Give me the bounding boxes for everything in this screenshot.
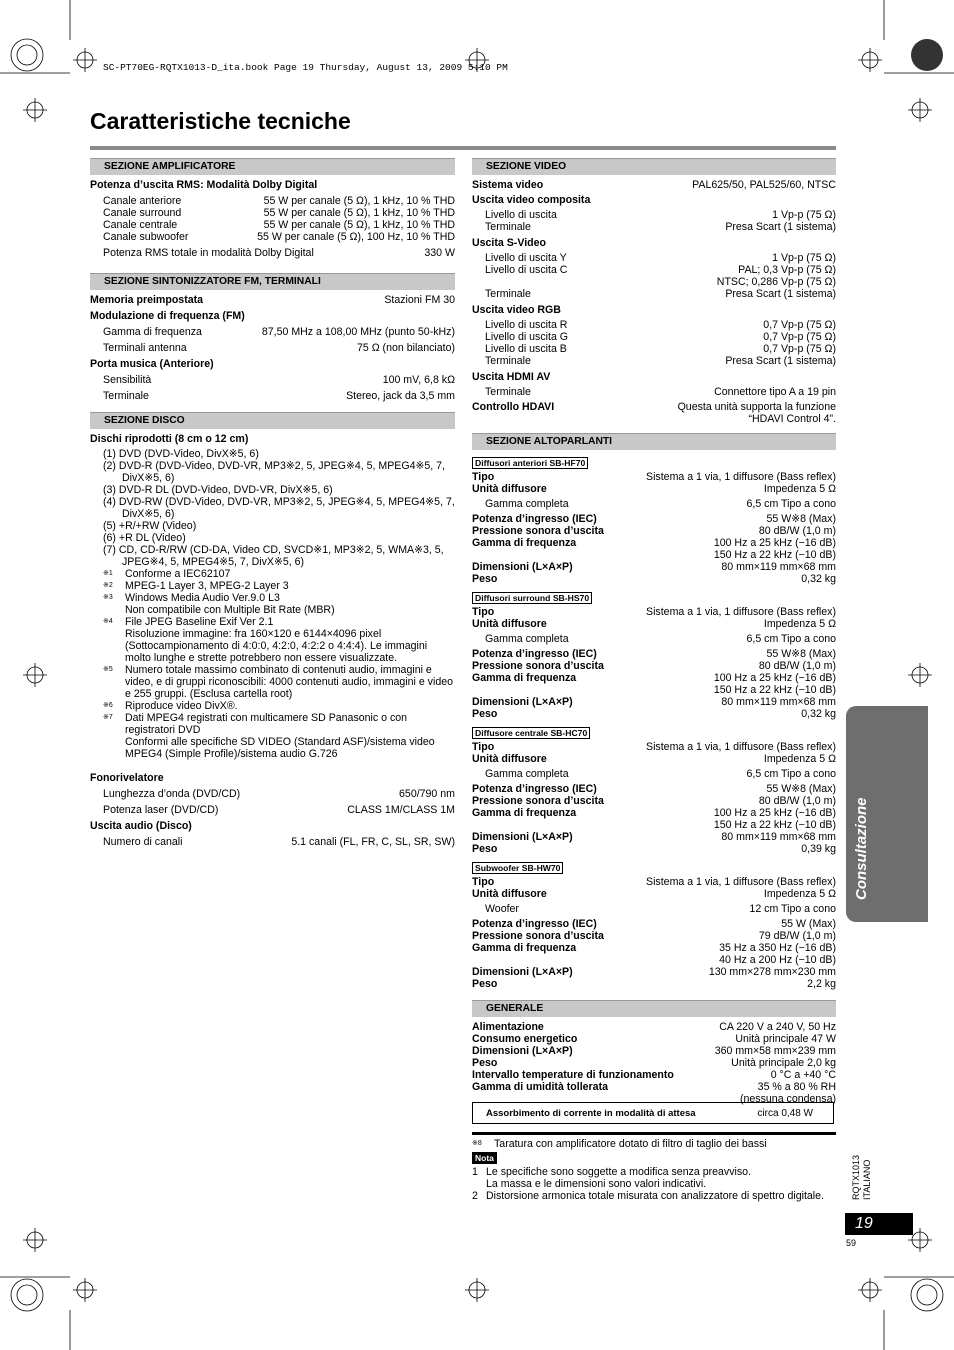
section-disc-header: SEZIONE DISCO — [90, 412, 455, 429]
port-terminal-label: Terminale — [103, 390, 149, 402]
note-item — [472, 1190, 836, 1202]
speaker-unit — [472, 483, 836, 495]
speakers-list — [472, 454, 836, 994]
general-row — [472, 1081, 836, 1093]
speaker-dim-value: 80 mm×119 mm×68 mm — [721, 696, 836, 708]
speaker-power-value: 55 W※8 (Max) — [766, 513, 836, 525]
amp-row-4 — [90, 231, 455, 243]
footnote-text: File JPEG Baseline Exif Ver 2.1 Risoluzione immagine: fra 160×120 e 6144×4096 pixel (Sottocampionamento di 4:0:0, 4:2:0, 4:2:2 o 4:4:4). Le immagini molto lunghe e strette potrebbero non essere visualizzate. — [125, 616, 428, 664]
speaker-dim-label: Dimensioni (L×A×P) — [472, 831, 573, 843]
svideo-c-value-2: NTSC; 0,286 Vp-p (75 Ω) — [716, 276, 836, 288]
speaker-dim-value: 80 mm×119 mm×68 mm — [721, 831, 836, 843]
footnote-text: Dati MPEG4 registrati con multicamere SD Panasonic o con registratori DVD Conformi alle specifiche SD VIDEO (Standard ASF)/sistema video MPEG4 (Simple Profile)/sistema audio G.726 — [125, 712, 435, 760]
speaker-freq-value: 35 Hz a 350 Hz (−16 dB) — [719, 942, 836, 954]
section-speakers-header: SEZIONE ALTOPARLANTI — [472, 433, 836, 450]
video-system-value: PAL625/50, PAL525/60, NTSC — [692, 179, 836, 191]
speaker-type-label: Tipo — [472, 606, 495, 618]
rgb-terminal-value: Presa Scart (1 sistema) — [725, 355, 836, 367]
speaker-dim — [472, 831, 836, 843]
footnote-8-marker: ※8 — [472, 1140, 482, 1147]
doc-code: RQTX1013 — [851, 1154, 861, 1200]
rgb-g-value: 0,7 Vp-p (75 Ω) — [763, 331, 836, 343]
footnote — [90, 664, 455, 700]
speaker-range — [472, 768, 836, 780]
speaker-range-value: 6,5 cm Tipo a cono — [746, 498, 836, 510]
standby-power-box — [472, 1102, 834, 1124]
note-item — [472, 1166, 836, 1190]
speaker-block — [472, 454, 836, 589]
speaker-weight-value: 0,32 kg — [801, 708, 836, 720]
speaker-freq-2-value: 150 Hz a 22 kHz (−10 dB) — [713, 819, 836, 831]
footnote-text: Conforme a IEC62107 — [125, 568, 231, 580]
wavelength-value: 650/790 nm — [399, 788, 455, 800]
speaker-freq — [472, 537, 836, 549]
composite-terminal-label: Terminale — [485, 221, 531, 233]
disc-item: (4) DVD-RW (DVD-Video, DVD-VR, MP3※2, 5, JPEG※4, 5, MPEG4※5, 7, — [103, 496, 455, 508]
page-sub-number: 59 — [846, 1238, 857, 1248]
rgb-terminal-row — [472, 355, 836, 367]
nota-badge: Nota — [472, 1152, 497, 1164]
svideo-y-value: 1 Vp-p (75 Ω) — [772, 252, 836, 264]
amp-row-1-value: 55 W per canale (5 Ω), 1 kHz, 10 % THD — [263, 195, 455, 207]
speaker-type-label: Tipo — [472, 741, 495, 753]
speaker-range-label: Gamma completa — [485, 633, 569, 645]
svideo-terminal-value: Presa Scart (1 sistema) — [725, 288, 836, 300]
fm-range-value: 87,50 MHz a 108,00 MHz (punto 50-kHz) — [261, 326, 455, 338]
footnote — [90, 616, 455, 664]
speaker-unit — [472, 618, 836, 630]
rgb-b-value: 0,7 Vp-p (75 Ω) — [763, 343, 836, 355]
rgb-heading: Uscita video RGB — [472, 304, 561, 316]
speaker-dim — [472, 696, 836, 708]
disc-item: JPEG※4, 5, MPEG4※5, 7, DivX※5, 6) — [122, 556, 305, 568]
laser-label: Potenza laser (DVD/CD) — [103, 804, 219, 816]
speaker-freq-label: Gamma di frequenza — [472, 672, 577, 684]
speaker-type-value: Sistema a 1 via, 1 diffusore (Bass reflex) — [646, 876, 836, 888]
general-row-value: CA 220 V a 240 V, 50 Hz — [719, 1021, 836, 1033]
general-row — [472, 1021, 836, 1033]
speaker-type-value: Sistema a 1 via, 1 diffusore (Bass reflex) — [646, 606, 836, 618]
speaker-freq — [472, 807, 836, 819]
speaker-freq — [472, 672, 836, 684]
speaker-freq-2 — [472, 819, 836, 831]
speaker-dim-label: Dimensioni (L×A×P) — [472, 561, 573, 573]
speaker-range — [472, 498, 836, 510]
disc-item: (3) DVD-R DL (DVD-Video, DVD-VR, DivX※5, 6) — [103, 484, 333, 496]
speaker-weight — [472, 843, 836, 855]
general-row — [472, 1057, 836, 1069]
speaker-range-label: Woofer — [485, 903, 519, 915]
speaker-power-label: Potenza d’ingresso (IEC) — [472, 648, 597, 660]
speaker-unit-label: Unità diffusore — [472, 888, 547, 900]
channels-value: 5.1 canali (FL, FR, C, SL, SR, SW) — [291, 836, 455, 848]
disc-item: DivX※5, 6) — [122, 472, 175, 484]
rgb-r-row — [472, 319, 836, 331]
video-system-row — [472, 179, 836, 191]
rgb-b-label: Livello di uscita B — [485, 343, 567, 355]
disc-item: (1) DVD (DVD-Video, DivX※5, 6) — [103, 448, 259, 460]
speaker-weight-label: Peso — [472, 573, 498, 585]
note-number: 1 — [472, 1166, 478, 1178]
general-row-value: Unità principale 47 W — [735, 1033, 836, 1045]
general-row-value: Unità principale 2,0 kg — [731, 1057, 836, 1069]
speaker-freq-2-value: 150 Hz a 22 kHz (−10 dB) — [713, 684, 836, 696]
section-amplifier-header: SEZIONE AMPLIFICATORE — [90, 158, 455, 175]
composite-level-label: Livello di uscita — [485, 209, 557, 221]
amp-total-value: 330 W — [424, 247, 455, 259]
svideo-heading: Uscita S-Video — [472, 237, 546, 249]
port-terminal-value: Stereo, jack da 3,5 mm — [346, 390, 455, 402]
speaker-freq-value: 100 Hz a 25 kHz (−16 dB) — [713, 807, 836, 819]
laser-row — [90, 804, 455, 816]
amp-row-3 — [90, 219, 455, 231]
speaker-type — [472, 606, 836, 618]
speaker-weight — [472, 708, 836, 720]
general-row-label: Peso — [472, 1057, 498, 1069]
amp-row-3-label: Canale centrale — [103, 219, 178, 231]
speaker-unit-label: Unità diffusore — [472, 753, 547, 765]
speaker-pressure — [472, 525, 836, 537]
hdmi-terminal-value: Connettore tipo A a 19 pin — [714, 386, 836, 398]
speaker-freq-label: Gamma di frequenza — [472, 942, 577, 954]
speaker-power-label: Potenza d’ingresso (IEC) — [472, 513, 597, 525]
speaker-pressure-label: Pressione sonora d’uscita — [472, 795, 604, 807]
general-row — [472, 1045, 836, 1057]
section-general-header: GENERALE — [472, 1000, 836, 1017]
side-tab-label: Consultazione — [853, 797, 870, 900]
wavelength-label: Lunghezza d’onda (DVD/CD) — [103, 788, 241, 800]
disc-item: (6) +R DL (Video) — [103, 532, 186, 544]
general-row-label: Alimentazione — [472, 1021, 544, 1033]
rgb-b-row — [472, 343, 836, 355]
speaker-type — [472, 471, 836, 483]
speaker-name: Subwoofer SB-HW70 — [472, 862, 563, 874]
speaker-power-value: 55 W※8 (Max) — [766, 783, 836, 795]
speaker-power-label: Potenza d’ingresso (IEC) — [472, 918, 597, 930]
fm-memory-label: Memoria preimpostata — [90, 294, 204, 306]
rgb-r-label: Livello di uscita R — [485, 319, 568, 331]
speaker-pressure — [472, 795, 836, 807]
hdmi-terminal-label: Terminale — [485, 386, 531, 398]
speaker-type-value: Sistema a 1 via, 1 diffusore (Bass reflex) — [646, 471, 836, 483]
speaker-name: Diffusori anteriori SB-HF70 — [472, 457, 588, 469]
svideo-y-row — [472, 252, 836, 264]
wavelength-row — [90, 788, 455, 800]
speaker-freq-2 — [472, 954, 836, 966]
footnote — [90, 592, 455, 616]
port-terminal-row — [90, 390, 455, 402]
hdavi-label: Controllo HDAVI — [472, 401, 555, 413]
speaker-freq — [472, 942, 836, 954]
general-row-label: Dimensioni (L×A×P) — [472, 1045, 573, 1057]
speaker-type-label: Tipo — [472, 876, 495, 888]
speaker-power — [472, 648, 836, 660]
speaker-pressure-label: Pressione sonora d’uscita — [472, 525, 604, 537]
general-humidity-note: (nessuna condensa) — [740, 1093, 836, 1105]
amp-row-4-value: 55 W per canale (5 Ω), 100 Hz, 10 % THD — [257, 231, 455, 243]
amp-row-2-label: Canale surround — [103, 207, 182, 219]
general-row — [472, 1033, 836, 1045]
amp-total-row — [90, 247, 455, 259]
footnote — [90, 580, 455, 592]
footnote-marker: ※2 — [103, 582, 113, 589]
speaker-dim — [472, 966, 836, 978]
rgb-g-label: Livello di uscita G — [485, 331, 569, 343]
disc-item: (7) CD, CD-R/RW (CD-DA, Video CD, SVCD※1, MP3※2, 5, WMA※3, 5, — [103, 544, 444, 556]
disc-item: (5) +R/+RW (Video) — [103, 520, 197, 532]
speaker-name: Diffusore centrale SB-HC70 — [472, 727, 590, 739]
channels-row — [90, 836, 455, 848]
amp-row-2-value: 55 W per canale (5 Ω), 1 kHz, 10 % THD — [263, 207, 455, 219]
general-rows — [472, 1021, 836, 1093]
rgb-r-value: 0,7 Vp-p (75 Ω) — [763, 319, 836, 331]
speaker-unit-label: Unità diffusore — [472, 618, 547, 630]
rgb-g-row — [472, 331, 836, 343]
speaker-dim-label: Dimensioni (L×A×P) — [472, 696, 573, 708]
speaker-pressure-label: Pressione sonora d’uscita — [472, 930, 604, 942]
speaker-weight-value: 0,32 kg — [801, 573, 836, 585]
speaker-freq-label: Gamma di frequenza — [472, 537, 577, 549]
speaker-range-value: 6,5 cm Tipo a cono — [746, 633, 836, 645]
footnote — [90, 712, 455, 760]
footnote-marker: ※7 — [103, 714, 113, 721]
speaker-pressure — [472, 660, 836, 672]
standby-value: circa 0,48 W — [757, 1107, 813, 1119]
speaker-type-value: Sistema a 1 via, 1 diffusore (Bass reflex) — [646, 741, 836, 753]
speaker-type — [472, 741, 836, 753]
right-column — [472, 158, 836, 1105]
amp-row-4-label: Canale subwoofer — [103, 231, 189, 243]
speaker-range-label: Gamma completa — [485, 498, 569, 510]
speaker-freq-value: 100 Hz a 25 kHz (−16 dB) — [713, 537, 836, 549]
fm-antenna-label: Terminali antenna — [103, 342, 187, 354]
amp-total-label: Potenza RMS totale in modalità Dolby Digital — [103, 247, 314, 259]
page-title: Caratteristiche tecniche — [90, 108, 351, 134]
speaker-weight-label: Peso — [472, 843, 498, 855]
fm-memory-value: Stazioni FM 30 — [384, 294, 455, 306]
fm-antenna-value: 75 Ω (non bilanciato) — [356, 342, 455, 354]
footnote-marker: ※4 — [103, 618, 113, 625]
note-text: Distorsione armonica totale misurata con analizzatore di spettro digitale. — [486, 1190, 824, 1202]
speaker-range — [472, 903, 836, 915]
speaker-block — [472, 724, 836, 859]
speaker-type-label: Tipo — [472, 471, 495, 483]
amp-row-1 — [90, 195, 455, 207]
speaker-weight — [472, 573, 836, 585]
composite-level-value: 1 Vp-p (75 Ω) — [772, 209, 836, 221]
port-sensitivity-row — [90, 374, 455, 386]
speaker-power — [472, 783, 836, 795]
svideo-terminal-label: Terminale — [485, 288, 531, 300]
hdavi-row — [472, 401, 836, 413]
side-code — [851, 1155, 873, 1200]
disc-list — [90, 448, 455, 568]
svideo-c-value: PAL; 0,3 Vp-p (75 Ω) — [738, 264, 836, 276]
footnote-marker: ※3 — [103, 594, 113, 601]
port-sensitivity-label: Sensibilità — [103, 374, 152, 386]
amp-heading: Potenza d’uscita RMS: Modalità Dolby Digital — [90, 179, 318, 191]
notes-rule — [472, 1132, 836, 1135]
note-text: Le specifiche sono soggette a modifica senza preavviso. La massa e le dimensioni sono valori indicativi. — [486, 1166, 751, 1190]
video-system-label: Sistema video — [472, 179, 544, 191]
footnote-text: Numero totale massimo combinato di contenuti audio, immagini e video, e di gruppi riconoscibili: 4000 contenuti audio, immagini e video e 255 gruppi. (Esclusa cartella root) — [125, 664, 454, 700]
speaker-power-value: 55 W (Max) — [781, 918, 836, 930]
speaker-freq-label: Gamma di frequenza — [472, 807, 577, 819]
speaker-dim — [472, 561, 836, 573]
fm-range-label: Gamma di frequenza — [103, 326, 202, 338]
speaker-pressure — [472, 930, 836, 942]
speaker-unit-label: Unità diffusore — [472, 483, 547, 495]
footnote-text: Riproduce video DivX®. — [125, 700, 238, 712]
speaker-unit — [472, 888, 836, 900]
disc-footnotes — [90, 568, 455, 760]
speaker-range — [472, 633, 836, 645]
notes-list — [472, 1166, 836, 1202]
general-row-value: 360 mm×58 mm×239 mm — [714, 1045, 836, 1057]
fm-antenna-row — [90, 342, 455, 354]
speaker-freq-2 — [472, 549, 836, 561]
speaker-block — [472, 859, 836, 994]
speaker-pressure-value: 80 dB/W (1,0 m) — [758, 795, 836, 807]
composite-level-row — [472, 209, 836, 221]
disc-heading: Dischi riprodotti (8 cm o 12 cm) — [90, 433, 249, 445]
speaker-dim-value: 80 mm×119 mm×68 mm — [721, 561, 836, 573]
svideo-c-row-2 — [472, 276, 836, 288]
svideo-c-label: Livello di uscita C — [485, 264, 568, 276]
speaker-unit-value: Impedenza 5 Ω — [763, 618, 836, 630]
disc-item: (2) DVD-R (DVD-Video, DVD-VR, MP3※2, 5, JPEG※4, 5, MPEG4※5, 7, — [103, 460, 445, 472]
amp-row-2 — [90, 207, 455, 219]
left-column — [90, 158, 455, 848]
speaker-unit — [472, 753, 836, 765]
amp-row-1-label: Canale anteriore — [103, 195, 182, 207]
speaker-freq-value: 100 Hz a 25 kHz (−16 dB) — [713, 672, 836, 684]
hdavi-value: Questa unità supporta la funzione — [677, 401, 836, 413]
speaker-weight-value: 0,39 kg — [801, 843, 836, 855]
print-header: SC-PT70EG-RQTX1013-D_ita.book Page 19 Thursday, August 13, 2009 5:10 PM — [103, 62, 508, 73]
title-rule — [90, 146, 836, 150]
speaker-range-label: Gamma completa — [485, 768, 569, 780]
hdavi-value-2: “HDAVI Control 4”. — [748, 413, 836, 425]
speaker-range-value: 12 cm Tipo a cono — [749, 903, 836, 915]
speaker-block — [472, 589, 836, 724]
speaker-power — [472, 513, 836, 525]
speaker-weight-value: 2,2 kg — [807, 978, 836, 990]
notes-block — [472, 1138, 836, 1202]
footnote-marker: ※6 — [103, 702, 113, 709]
speaker-weight — [472, 978, 836, 990]
speaker-pressure-value: 80 dB/W (1,0 m) — [758, 660, 836, 672]
doc-language: ITALIANO — [862, 1159, 872, 1200]
section-video-header: SEZIONE VIDEO — [472, 158, 836, 175]
speaker-type — [472, 876, 836, 888]
footnote — [90, 700, 455, 712]
music-port-heading: Porta musica (Anteriore) — [90, 358, 214, 370]
speaker-dim-value: 130 mm×278 mm×230 mm — [708, 966, 836, 978]
rgb-terminal-label: Terminale — [485, 355, 531, 367]
speaker-power-value: 55 W※8 (Max) — [766, 648, 836, 660]
speaker-name: Diffusori surround SB-HS70 — [472, 592, 592, 604]
speaker-unit-value: Impedenza 5 Ω — [763, 753, 836, 765]
speaker-range-value: 6,5 cm Tipo a cono — [746, 768, 836, 780]
hdmi-terminal-row — [472, 386, 836, 398]
footnote-text: Windows Media Audio Ver.9.0 L3 Non compatibile con Multiple Bit Rate (MBR) — [125, 592, 335, 616]
speaker-freq-2-value: 150 Hz a 22 kHz (−10 dB) — [713, 549, 836, 561]
footnote-marker: ※1 — [103, 570, 113, 577]
audio-out-heading: Uscita audio (Disco) — [90, 820, 192, 832]
speaker-pressure-label: Pressione sonora d’uscita — [472, 660, 604, 672]
amp-rows — [90, 195, 455, 243]
fm-modulation-heading: Modulazione di frequenza (FM) — [90, 310, 245, 322]
speaker-freq-2 — [472, 684, 836, 696]
svideo-c-row — [472, 264, 836, 276]
general-row-label: Consumo energetico — [472, 1033, 578, 1045]
pickup-heading: Fonorivelatore — [90, 772, 164, 784]
speaker-pressure-value: 79 dB/W (1,0 m) — [758, 930, 836, 942]
footnote-text: MPEG-1 Layer 3, MPEG-2 Layer 3 — [125, 580, 289, 592]
speaker-weight-label: Peso — [472, 978, 498, 990]
note-number: 2 — [472, 1190, 478, 1202]
standby-label: Assorbimento di corrente in modalità di attesa — [486, 1107, 696, 1119]
fm-range-row — [90, 326, 455, 338]
channels-label: Numero di canali — [103, 836, 183, 848]
footnote-8 — [472, 1138, 836, 1150]
hdmi-heading: Uscita HDMI AV — [472, 371, 551, 383]
speaker-freq-2-value: 40 Hz a 200 Hz (−10 dB) — [719, 954, 836, 966]
disc-item: DivX※5, 6) — [122, 508, 175, 520]
composite-heading: Uscita video composita — [472, 194, 591, 206]
laser-value: CLASS 1M/CLASS 1M — [347, 804, 455, 816]
speaker-unit-value: Impedenza 5 Ω — [763, 483, 836, 495]
speaker-dim-label: Dimensioni (L×A×P) — [472, 966, 573, 978]
page-number: 19 — [845, 1213, 913, 1235]
footnote — [90, 568, 455, 580]
general-row-value: 0 °C a +40 °C — [770, 1069, 836, 1081]
speaker-unit-value: Impedenza 5 Ω — [763, 888, 836, 900]
speaker-pressure-value: 80 dB/W (1,0 m) — [758, 525, 836, 537]
footnote-marker: ※5 — [103, 666, 113, 673]
svideo-y-label: Livello di uscita Y — [485, 252, 567, 264]
composite-terminal-row — [472, 221, 836, 233]
svideo-terminal-row — [472, 288, 836, 300]
general-row-value: 35 % a 80 % RH — [757, 1081, 836, 1093]
general-row-label: Intervallo temperature di funzionamento — [472, 1069, 674, 1081]
general-row — [472, 1069, 836, 1081]
speaker-power — [472, 918, 836, 930]
fm-memory-row — [90, 294, 455, 306]
speaker-power-label: Potenza d’ingresso (IEC) — [472, 783, 597, 795]
hdavi-row-2 — [472, 413, 836, 425]
port-sensitivity-value: 100 mV, 6,8 kΩ — [382, 374, 455, 386]
speaker-weight-label: Peso — [472, 708, 498, 720]
footnote-8-text: Taratura con amplificatore dotato di filtro di taglio dei bassi — [494, 1138, 767, 1150]
general-row-label: Gamma di umidità tollerata — [472, 1081, 608, 1093]
composite-terminal-value: Presa Scart (1 sistema) — [725, 221, 836, 233]
section-tuner-header: SEZIONE SINTONIZZATORE FM, TERMINALI — [90, 273, 455, 290]
amp-row-3-value: 55 W per canale (5 Ω), 1 kHz, 10 % THD — [263, 219, 455, 231]
